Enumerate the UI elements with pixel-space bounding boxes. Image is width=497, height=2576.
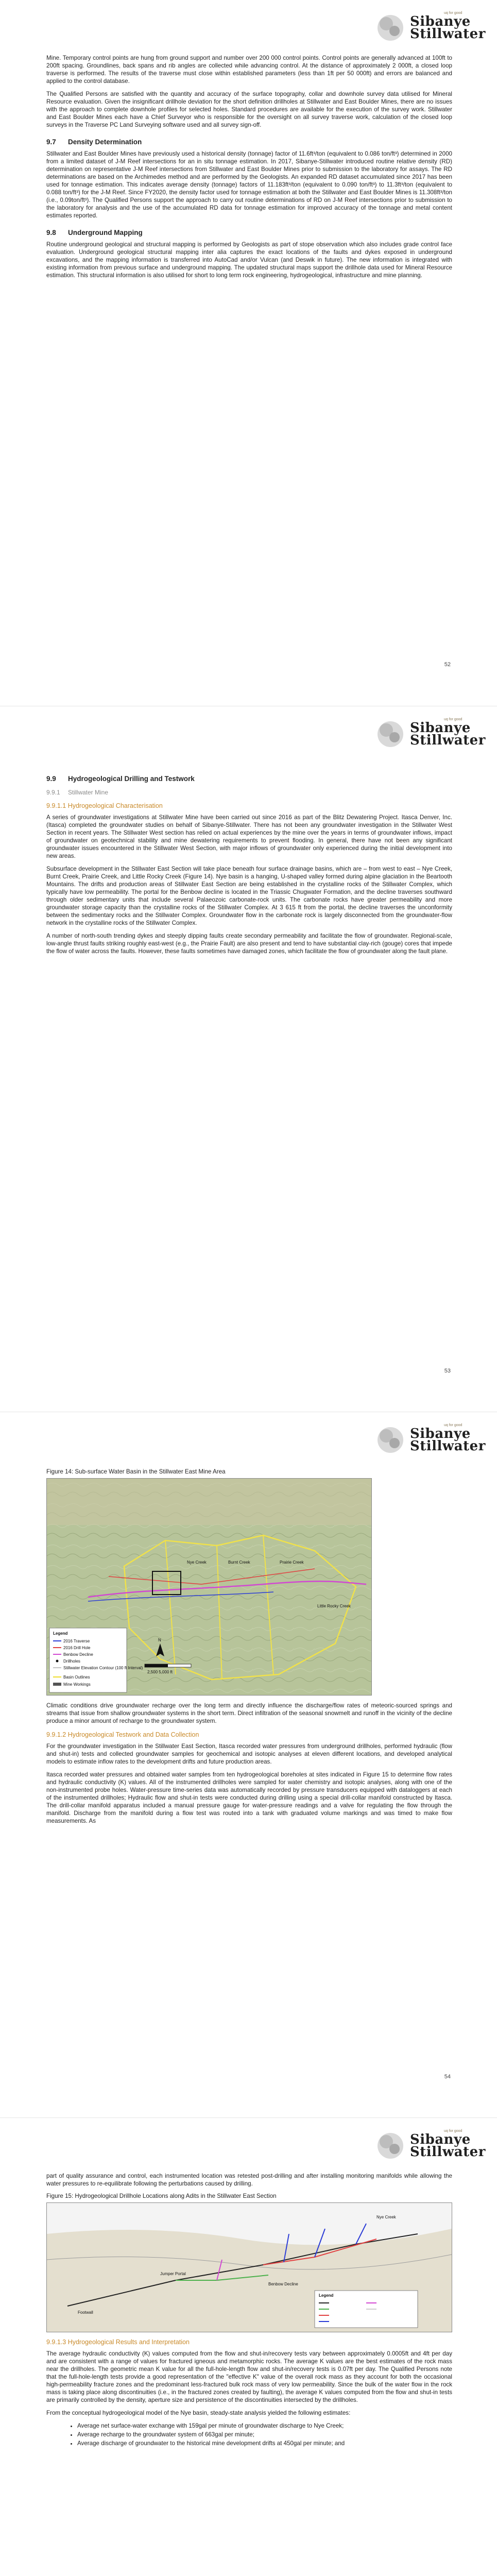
page-52 — [0, 0, 497, 690]
page-number: 53 — [444, 1368, 451, 1374]
logo-tag: uq for good — [444, 718, 462, 721]
list-item: • Average discharge of groundwater to the historical mine development drifts at 450gal per minute; and — [77, 2439, 452, 2447]
logo-circles-icon — [376, 2131, 407, 2160]
legend-title: Legend — [319, 2293, 334, 2298]
section-heading: 9.8 Underground Mapping — [46, 229, 143, 236]
list-item: • Average net surface-water exchange with 159gal per minute of groundwater discharge to Nye Creek; — [77, 2422, 452, 2430]
logo-line2: Stillwater — [410, 26, 486, 42]
logo-tag: uq for good — [444, 11, 462, 15]
section-label: Footwall — [78, 2310, 93, 2315]
basin-label: Prairie Creek — [280, 1560, 304, 1565]
paragraph: Stillwater and East Boulder Mines have previously used a historical density (tonnage) factor of 11.6ft³/ton (equivalent to 0.086 ton/ft³) determined in 2000 from a limited dataset of J-M Reef intersections for an in situ tonnage estimation. In 2017, Sibanye-Stillwater introduced routine relative density (RD) determination on representative J-M Reef intersections from Stillwater and East Boulder Mines prior to submission to the laboratory for assays. The RD determinations are based on the Archimedes method and are performed by the Geologists. An expanded RD dataset accumulated since 2017 has been used for tonnage estimation. This indicates average density (tonnage) factors of 11.183ft³/ton (equivalent to 0.090 ton/ft³) to 11.3ft³/ton (equivalent to 0.088 ton/ft³) for the J-M Reef. Since FY2020, the density factor used for tonnage estimation at both the Stillwater and East Boulder Mines is 11.308ft³/ton (i.e., 0.09ton/ft³). The Qualified Persons support the approach to carry out routine determinations of RD on J-M Reef intersections prior to submission to the laboratory for analysis and the use of the accumulated RD data for tonnage estimation for improved accuracy of the tonnage and metal content estimates reported. — [46, 150, 452, 219]
logo-line1: Sibanye — [410, 720, 471, 736]
logo-circles-icon — [376, 720, 407, 749]
drillhole-section — [47, 2203, 452, 2332]
page-55 — [0, 2117, 497, 2576]
paragraph: Subsurface development in the Stillwater East Section will take place beneath four surface drainage basins, which are – from west to east – Nye Creek, Burnt Creek, Prairie Creek, and Little Rocky Creek (Figure 14). Nye basin is a hanging, U-shaped valley formed during alpine glaciation in the Beartooth Mountains. The drifts and production areas of Stillwater East Section are being established in the crystalline rocks of the Stillwater Complex, which typically have low permeability. The portal for the Benbow decline is located in the Triassic Chugwater Formation, and the decline traverses southward through older sedimentary units that include several Palaeozoic carbonate-rock units. The carbonate rocks have greater permeability and more groundwater storage capacity than the crystalline rocks of the Stillwater Complex. At 3 615 ft from the portal, the decline traverses the unconformity between the sedimentary rocks and the Stillwater Complex. Groundwater flow in the carbonate rock is largely disconnected from the groundwater-flow network in the crystalline rocks of the Stillwater Complex. — [46, 866, 452, 926]
logo-line1: Sibanye — [410, 1426, 471, 1442]
section-label: Nye Creek — [376, 2215, 396, 2219]
section-label: Jumper Portal — [160, 2272, 186, 2276]
logo-tag: uq for good — [444, 2129, 462, 2133]
subsubsection-heading: 9.9.1.3 Hydrogeological Results and Interpretation — [46, 2338, 190, 2346]
logo-line2: Stillwater — [410, 2144, 486, 2160]
basin-label: Little Rocky Creek — [317, 1604, 351, 1608]
legend-item: Basin Outlines — [63, 1675, 90, 1680]
legend-item: 2016 Traverse — [63, 1639, 90, 1643]
subsubsection-heading: 9.9.1.1 Hydrogeological Characterisation — [46, 802, 163, 809]
company-logo — [376, 718, 484, 751]
figure-15-section — [46, 2202, 452, 2332]
logo-line2: Stillwater — [410, 733, 486, 748]
logo-line1: Sibanye — [410, 2132, 471, 2147]
legend-item: Drillholes — [63, 1659, 80, 1664]
logo-tag: uq for good — [444, 1423, 462, 1427]
paragraph: From the conceptual hydrogeological model of the Nye basin, steady-state analysis yielded the following estimates: — [46, 2410, 351, 2416]
page-53 — [0, 706, 497, 1397]
section-heading: 9.9 Hydrogeological Drilling and Testwork — [46, 775, 195, 783]
paragraph: A series of groundwater investigations at Stillwater Mine have been carried out since 2016 as part of the Blitz Dewatering Project. Itasca Denver, Inc. (Itasca) completed the groundwater studies on behalf of Sibanye-Stillwater. There has not been any groundwater investigation in the Stillwater West Section in recent years. The Stillwater West section has relied on actual experiences by the mine over the years in terms of groundwater inflows, impact of groundwater on geotechnical stability and mine dewatering requirements to prevent flooding. In general, there have not been any significant groundwater issues encountered in the Stillwater West Section, with major inflows of groundwater only experienced during the initial development into new areas. — [46, 814, 452, 859]
svg-text:N: N — [158, 1638, 161, 1642]
bullet-list — [46, 2422, 452, 2447]
subsubsection-heading: 9.9.1.2 Hydrogeological Testwork and Data Collection — [46, 1731, 199, 1738]
legend-item: Benbow Decline — [63, 1652, 93, 1657]
legend-item: 2016 Drill Hole — [63, 1646, 91, 1650]
paragraph: The average hydraulic conductivity (K) values computed from the flow and shut-in/recovery tests vary between approximately 0.0005ft and 4ft per day and are consistent with a range of values for fractured igneous and metamorphic rocks. The average K values are the best estimates of the rock mass near the drillholes. The geometric mean K value for all the full-hole-length flow and shut-in/recovery tests is 0.07ft per day. The Qualified Persons note that the full-hole-length tests provide a good representation of the "effective K" value of the overall rock mass as they account for both the occasional high-permeability fracture zones and the predominant less-fractured bulk rock mass of very low permeability. Since the bulk of the water flow in the rock mass is taking place along discontinuities (i.e., in the fractured zones created by faulting), the average K values computed from the flow and shut-in tests are primarily controlled by the density, aperture size and persistence of the discontinuities intersected by the drillholes. — [46, 2350, 452, 2403]
logo-line1: Sibanye — [410, 14, 471, 29]
paragraph: Routine underground geological and structural mapping is performed by Geologists as part of stope observation which also includes grade control face evaluation. Underground geological structural mapping inter alia captures the exact locations of the faults and dykes exposed in underground excavations, and the mapping information is transferred into AutoCad and/or Vulcan (and Deswik in future). The new information is integrated with existing information from previous surface and underground mapping. The updated structural maps support the drillhole data used for Mineral Resource estimation. This structural information is also utilised for short to long term rock engineering, hydrogeological, infrastructure and mine planning. — [46, 241, 452, 279]
basin-map — [47, 1479, 371, 1695]
scale-bar-label: 2,500 5,000 ft — [147, 1670, 173, 1674]
basin-label: Nye Creek — [187, 1560, 207, 1565]
paragraph: The Qualified Persons are satisfied with the quantity and accuracy of the surface topography, collar and downhole survey data utilised for Mineral Resource evaluation. Given the insignificant drillhole deviation for the short definition drillholes at Stillwater and East Boulder Mines, there are no issues with the approach to complete downhole profiles for selected holes. Standard procedures are available for the execution of the survey work. Stillwater and East Boulder Mines each have a Chief Surveyor who is responsible for the oversight on all survey traverse work, calculation of the closed loop surveys in the Traverse PC Land Surveying software used and all survey sign-off. — [46, 91, 452, 128]
paragraph: Mine. Temporary control points are hung from ground support and number over 200 000 control points. Control points are generally advanced at 100ft to 200ft spacing. Groundlines, back spans and rib angles are collected while advancing control. At the distance of approximately 2 000ft, a closed loop traverse is performed. The results of the traverse must close within established parameters (less than 1ft per 50 000ft) and errors are balanced and applied to the control database. — [46, 55, 452, 84]
section-label: Benbow Decline — [268, 2282, 298, 2286]
page-number: 52 — [444, 662, 451, 668]
figure-caption: Figure 14: Sub-surface Water Basin in the Stillwater East Mine Area — [46, 1468, 226, 1475]
basin-label: Burnt Creek — [228, 1560, 250, 1565]
company-logo — [376, 2129, 484, 2162]
section-heading: 9.7 Density Determination — [46, 138, 142, 146]
figure-14-map — [46, 1478, 372, 1696]
company-logo — [376, 11, 484, 44]
paragraph: A number of north-south trending dykes and steeply dipping faults create secondary permeability and facilitate the flow of groundwater. Regional-scale, low-angle thrust faults striking roughly east-west (e.g., the Prairie Fault) are also present and tend to have substantial clay-rich (gouge) cores that impede the flow of water across the faults. However, these faults sometimes have damaged zones, which facilitate the flow of groundwater along the fault plane. — [46, 933, 452, 955]
logo-line2: Stillwater — [410, 1438, 486, 1454]
paragraph: Itasca recorded water pressures and obtained water samples from ten hydrogeological boreholes at sites indicated in Figure 15 to determine flow rates and hydraulic conductivity (K) values. All of the instrumented drillholes were sampled for water chemistry and isotopic analyses, along with one of the non-instrumented probe holes. Water-pressure time-series data was automatically recorded by pressure transducers equipped with dataloggers at each of the instrumented drillholes; Hydraulic flow and shut-in tests were conducted during drilling using a special drill-collar manifold constructed by Itasca. The drill-collar manifold apparatus included a manual pressure gauge for water-pressure readings and a valve for regulating the flow through the manifold. Discharge from the manifold during a flow test was routed into a tank with graduated volume markings and was timed to make flow measurements. As — [46, 1771, 452, 1824]
legend-item: Mine Workings — [63, 1682, 91, 1687]
page-54 — [0, 1412, 497, 2103]
page-number: 54 — [444, 2074, 451, 2080]
logo-circles-icon — [376, 1426, 407, 1454]
logo-circles-icon — [376, 13, 407, 42]
paragraph: part of quality assurance and control, each instrumented location was retested post-drilling and after installing monitoring manifolds while allowing the water pressures to re-equilibrate following the perturbations caused by drilling. — [46, 2173, 452, 2187]
paragraph: For the groundwater investigation in the Stillwater East Section, Itasca recorded water pressures from underground drillholes, performed hydraulic (flow and shut-in) tests and collected groundwater samples for geochemical and isotopic analyses at eleven different locations, and developed analytical models to estimate inflow rates to the development drifts and future production areas. — [46, 1743, 452, 1765]
legend-title: Legend — [53, 1631, 68, 1636]
subsection-heading: 9.9.1 Stillwater Mine — [46, 789, 109, 796]
company-logo — [376, 1423, 484, 1456]
list-item: • Average recharge to the groundwater system of 663gal per minute; — [77, 2431, 452, 2438]
figure-caption: Figure 15: Hydrogeological Drillhole Locations along Adits in the Stillwater East Section — [46, 2193, 277, 2199]
legend-item: Stillwater Elevation Contour (100 ft Interval) — [63, 1666, 143, 1670]
paragraph: Climatic conditions drive groundwater recharge over the long term and directly influence the discharge/flow rates of meteoric-sourced springs and streams that issue from shallow groundwater systems in the short term. Direct infiltration of the seasonal snowmelt and runoff in the vicinity of the decline produce a minor amount of recharge to the groundwater system. — [46, 1702, 452, 1724]
